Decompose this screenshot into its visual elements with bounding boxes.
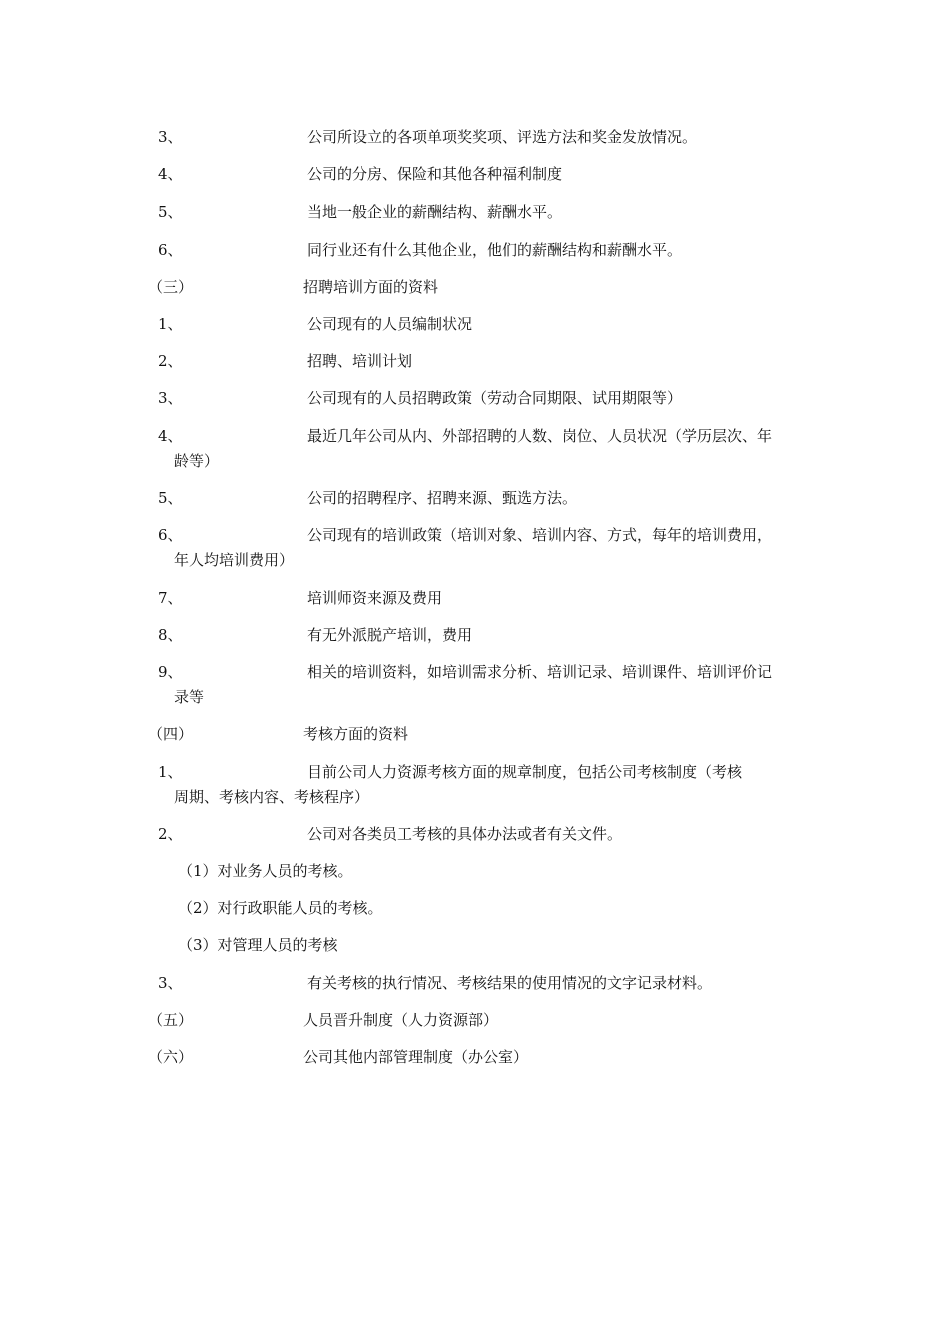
item-text: 公司所设立的各项单项奖奖项、评选方法和奖金发放情况。 <box>307 128 698 146</box>
item-text: 同行业还有什么其他企业，他们的薪酬结构和薪酬水平。 <box>307 241 683 259</box>
section-number: （四） <box>148 725 194 743</box>
item-text: 相关的培训资料，如培训需求分析、培训记录、培训课件、培训评价记 <box>307 663 773 681</box>
item-text: 公司的分房、保险和其他各种福利制度 <box>307 165 563 183</box>
item-text: 当地一般企业的薪酬结构、薪酬水平。 <box>307 203 563 221</box>
item-number: 5、 <box>158 203 183 221</box>
item-number: 5、 <box>158 489 183 507</box>
item-text: 公司对各类员工考核的具体办法或者有关文件。 <box>307 825 623 843</box>
item-number: 6、 <box>158 526 183 544</box>
sub-item-text: （2）对行政职能人员的考核。 <box>178 899 383 917</box>
item-text: 公司的招聘程序、招聘来源、甄选方法。 <box>307 489 578 507</box>
section-title: 考核方面的资料 <box>303 725 409 743</box>
section-number: （五） <box>148 1011 194 1029</box>
item-text: 目前公司人力资源考核方面的规章制度，包括公司考核制度（考核 <box>307 763 743 781</box>
item-text: 招聘、培训计划 <box>307 352 413 370</box>
item-text-continuation: 周期、考核内容、考核程序） <box>174 788 370 806</box>
item-text: 培训师资来源及费用 <box>307 589 443 607</box>
item-number: 1、 <box>158 763 183 781</box>
section-number: （三） <box>148 278 194 296</box>
item-text: 公司现有的培训政策（培训对象、培训内容、方式，每年的培训费用， <box>307 526 773 544</box>
item-number: 3、 <box>158 389 183 407</box>
sub-item-text: （1）对业务人员的考核。 <box>178 862 353 880</box>
section-title: 人员晋升制度（人力资源部） <box>303 1011 499 1029</box>
section-title: 招聘培训方面的资料 <box>303 278 439 296</box>
item-text-continuation: 录等 <box>174 688 205 706</box>
item-number: 8、 <box>158 626 183 644</box>
item-text: 有无外派脱产培训，费用 <box>307 626 473 644</box>
item-text-continuation: 龄等） <box>174 452 220 470</box>
item-number: 9、 <box>158 663 183 681</box>
item-number: 3、 <box>158 974 183 992</box>
item-number: 2、 <box>158 352 183 370</box>
item-number: 2、 <box>158 825 183 843</box>
item-number: 7、 <box>158 589 183 607</box>
item-number: 6、 <box>158 241 183 259</box>
item-text: 有关考核的执行情况、考核结果的使用情况的文字记录材料。 <box>307 974 713 992</box>
item-number: 1、 <box>158 315 183 333</box>
item-text: 公司现有的人员招聘政策（劳动合同期限、试用期限等） <box>307 389 683 407</box>
section-number: （六） <box>148 1048 194 1066</box>
item-number: 3、 <box>158 128 183 146</box>
item-text-continuation: 年人均培训费用） <box>174 551 295 569</box>
section-title: 公司其他内部管理制度（办公室） <box>303 1048 529 1066</box>
item-number: 4、 <box>158 165 183 183</box>
item-text: 最近几年公司从内、外部招聘的人数、岗位、人员状况（学历层次、年 <box>307 427 773 445</box>
sub-item-text: （3）对管理人员的考核 <box>178 936 338 954</box>
item-number: 4、 <box>158 427 183 445</box>
item-text: 公司现有的人员编制状况 <box>307 315 473 333</box>
